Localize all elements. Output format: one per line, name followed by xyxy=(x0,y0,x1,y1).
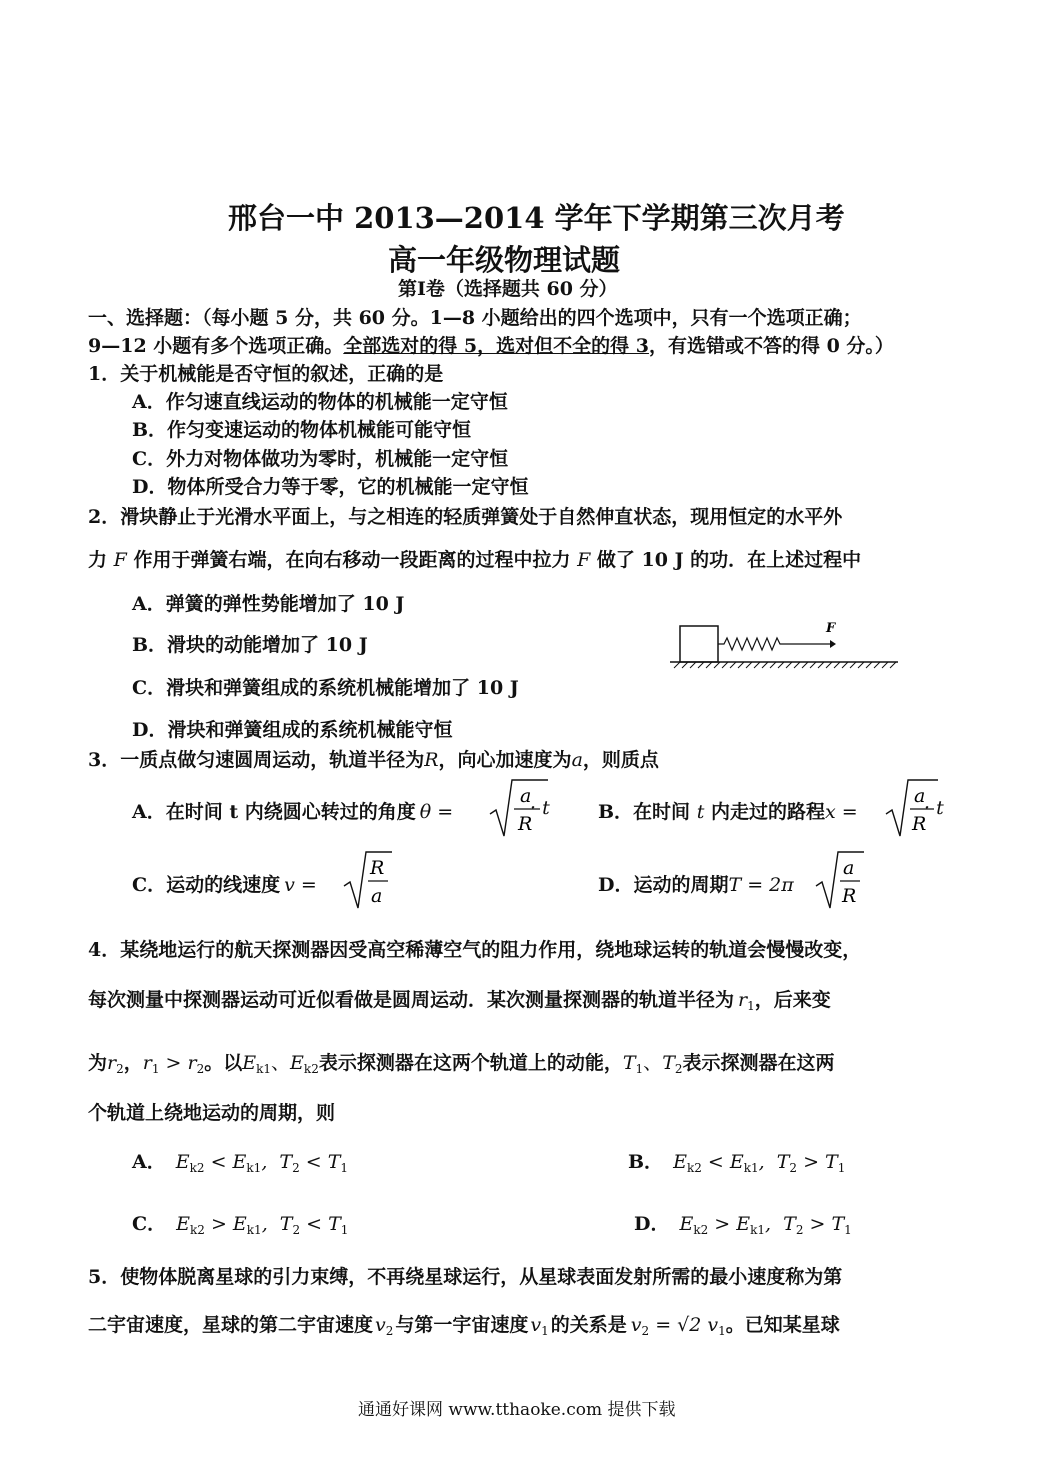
q5-line2-a: 二宇宙速度，星球的第二宇宙速度 xyxy=(88,1314,374,1336)
q3-option-b xyxy=(598,797,858,824)
frac-den: R xyxy=(912,813,927,835)
q5-line2: 二宇宙速度，星球的第二宇宙速度 $v_2$ 与第一宇宙速度 $v_1$ 的关系是 $v_2 = √2$ $v_1$。已知某星球 xyxy=(88,1314,840,1338)
q4-option-d-label: D． xyxy=(634,1213,670,1235)
instructions-line1: 一、选择题：（每小题 5 分，共 60 分。1—8 小题给出的四个选项中，只有一个选项正确； xyxy=(88,307,862,329)
q3-option-d xyxy=(598,870,794,897)
frac-den: R xyxy=(518,813,533,835)
q5-line1: 5．使物体脱离星球的引力束缚，不再绕星球运行，从星球表面发射所需的最小速度称为第 xyxy=(88,1266,843,1288)
q4-line3-d: 表示探测器在这两个轨道上的动能， xyxy=(318,1052,623,1074)
q3-radius-symbol: R xyxy=(424,749,439,771)
q1-option-a: A．作匀速直线运动的物体的机械能一定守恒 xyxy=(132,391,508,413)
frac-den: R xyxy=(842,885,857,907)
q2-option-d: D．滑块和弹簧组成的系统机械能守恒 xyxy=(132,719,453,741)
q4-line4: 个轨道上绕地运动的周期，则 xyxy=(88,1102,336,1124)
instructions-line2 xyxy=(88,331,894,358)
q4-line3-a: 为 xyxy=(88,1052,108,1074)
q2-stem-a: 力 xyxy=(88,549,108,571)
q4-option-c-label: C． xyxy=(132,1213,167,1235)
section-heading: 第Ⅰ卷（选择题共 60 分） xyxy=(398,278,618,300)
q2-option-b: B．滑块的动能增加了 10 J xyxy=(132,634,368,656)
q3-option-d-text: D．运动的周期 xyxy=(598,874,729,896)
q3-stem xyxy=(88,745,659,772)
page-title: 邢台一中 2013—2014 学年下学期第三次月考 xyxy=(228,201,845,235)
q3-option-c xyxy=(132,870,317,897)
q4-line2: 每次测量中探测器运动可近似看做是圆周运动．某次测量探测器的轨道半径为 $r_1$，后来变 xyxy=(88,989,831,1013)
q2-force-symbol: F xyxy=(113,549,127,571)
q2-spring-figure xyxy=(670,618,900,678)
frac-num: a xyxy=(520,785,532,807)
q3-option-d-sqrt xyxy=(814,850,874,912)
q4-line2-b: ，后来变 xyxy=(754,989,831,1011)
q4-line1: 4．某绕地运行的航天探测器因受高空稀薄空气的阻力作用，绕地球运转的轨道会慢慢改变， xyxy=(88,939,862,961)
q2-option-c: C．滑块和弹簧组成的系统机械能增加了 10 J xyxy=(132,677,519,699)
frac-den: a xyxy=(371,885,383,907)
q2-force-symbol-2: F xyxy=(577,549,591,571)
q4-line3-e: 表示探测器在这两 xyxy=(682,1052,835,1074)
q4-line2-text: 每次测量中探测器运动可近似看做是圆周运动．某次测量探测器的轨道半径为 xyxy=(88,989,735,1011)
q3-option-a-dot-t: · t xyxy=(530,797,550,819)
q3-option-b-text: B．在时间 xyxy=(598,801,691,823)
q5-line2-c: 的关系是 xyxy=(550,1314,627,1336)
frac-num: a xyxy=(914,785,926,807)
force-arrow-head xyxy=(830,640,836,648)
instructions-line2-underlined: 全部选对的得 5，选对但不全的得 3 xyxy=(343,335,649,357)
q3-option-b-t: t xyxy=(696,801,705,823)
q1-stem: 1．关于机械能是否守恒的叙述，正确的是 xyxy=(88,363,444,385)
q4-option-b-label: B． xyxy=(628,1151,664,1173)
frac-num: R xyxy=(370,857,385,879)
q2-stem-line1: 2．滑块静止于光滑水平面上，与之相连的轻质弹簧处于自然伸直状态，现用恒定的水平外 xyxy=(88,506,843,528)
q2-stem-c: 做了 10 J 的功．在上述过程中 xyxy=(596,549,862,571)
q2-stem-line2 xyxy=(88,545,861,572)
slider-block xyxy=(680,626,718,662)
q3-stem-a: 3．一质点做匀速圆周运动，轨道半径为 xyxy=(88,749,425,771)
q4-line3-b: ， xyxy=(123,1052,143,1074)
q3-stem-c: ，则质点 xyxy=(582,749,659,771)
q3-option-b-text2: 内走过的路程 xyxy=(710,801,825,823)
q1-option-d: D．物体所受合力等于零，它的机械能一定守恒 xyxy=(132,476,529,498)
spring xyxy=(718,638,786,650)
q3-stem-b: ，向心加速度为 xyxy=(438,749,572,771)
instructions-line2-a: 9—12 小题有多个选项正确。 xyxy=(88,335,344,357)
instructions-line2-c: ，有选错或不答的得 0 分。） xyxy=(648,335,894,357)
q2-option-a: A．弹簧的弹性势能增加了 10 J xyxy=(132,593,405,615)
q3-option-a-expr: θ = xyxy=(419,801,454,823)
ground-hatching xyxy=(674,662,896,668)
frac-num: a xyxy=(843,857,855,879)
q4-option-a-label: A． xyxy=(132,1151,166,1173)
q3-option-b-expr: x = xyxy=(824,801,858,823)
page-subtitle: 高一年级物理试题 xyxy=(388,243,621,277)
page-footer: 通通好课网 www.tthaoke.com 提供下载 xyxy=(358,1400,676,1420)
q4-line3: 为$r_2$，$r_1 > r_2$。以$E_{k1}$、$E_{k2}$表示探测器在这两个轨道上的动能，$T_1$、$T_2$表示探测器在这两 xyxy=(88,1052,835,1076)
q3-option-b-dot-t: · t xyxy=(924,797,944,819)
q1-option-c: C．外力对物体做功为零时，机械能一定守恒 xyxy=(132,448,509,470)
q5-line2-d: 。已知某星球 xyxy=(725,1314,840,1336)
q3-accel-symbol: a xyxy=(571,749,583,771)
q5-line2-b: 与第一宇宙速度 xyxy=(395,1314,529,1336)
q3-option-c-text: C．运动的线速度 xyxy=(132,874,281,896)
q3-option-c-sqrt xyxy=(342,850,402,912)
q3-option-c-expr: v = xyxy=(284,874,317,896)
q3-option-a-text: A．在时间 t 内绕圆心转过的角度 xyxy=(132,801,416,823)
q4-line3-c: 。以 xyxy=(204,1052,243,1074)
q3-option-d-expr: T = 2π xyxy=(728,874,794,896)
q4-option-c: C． $E_{k2} > E_{k1}$, $T_2 < T_1$ xyxy=(132,1213,349,1237)
q4-option-d: D． $E_{k2} > E_{k1}$, $T_2 > T_1$ xyxy=(634,1213,852,1237)
q4-option-a: A． $E_{k2} < E_{k1}$, $T_2 < T_1$ xyxy=(132,1151,349,1175)
q1-option-b: B．作匀变速运动的物体机械能可能守恒 xyxy=(132,419,472,441)
q4-option-b: B． $E_{k2} < E_{k1}$, $T_2 > T_1$ xyxy=(628,1151,846,1175)
q2-stem-b: 作用于弹簧右端，在向右移动一段距离的过程中拉力 xyxy=(133,549,571,571)
q3-option-a xyxy=(132,797,453,824)
force-label: F xyxy=(826,621,836,636)
